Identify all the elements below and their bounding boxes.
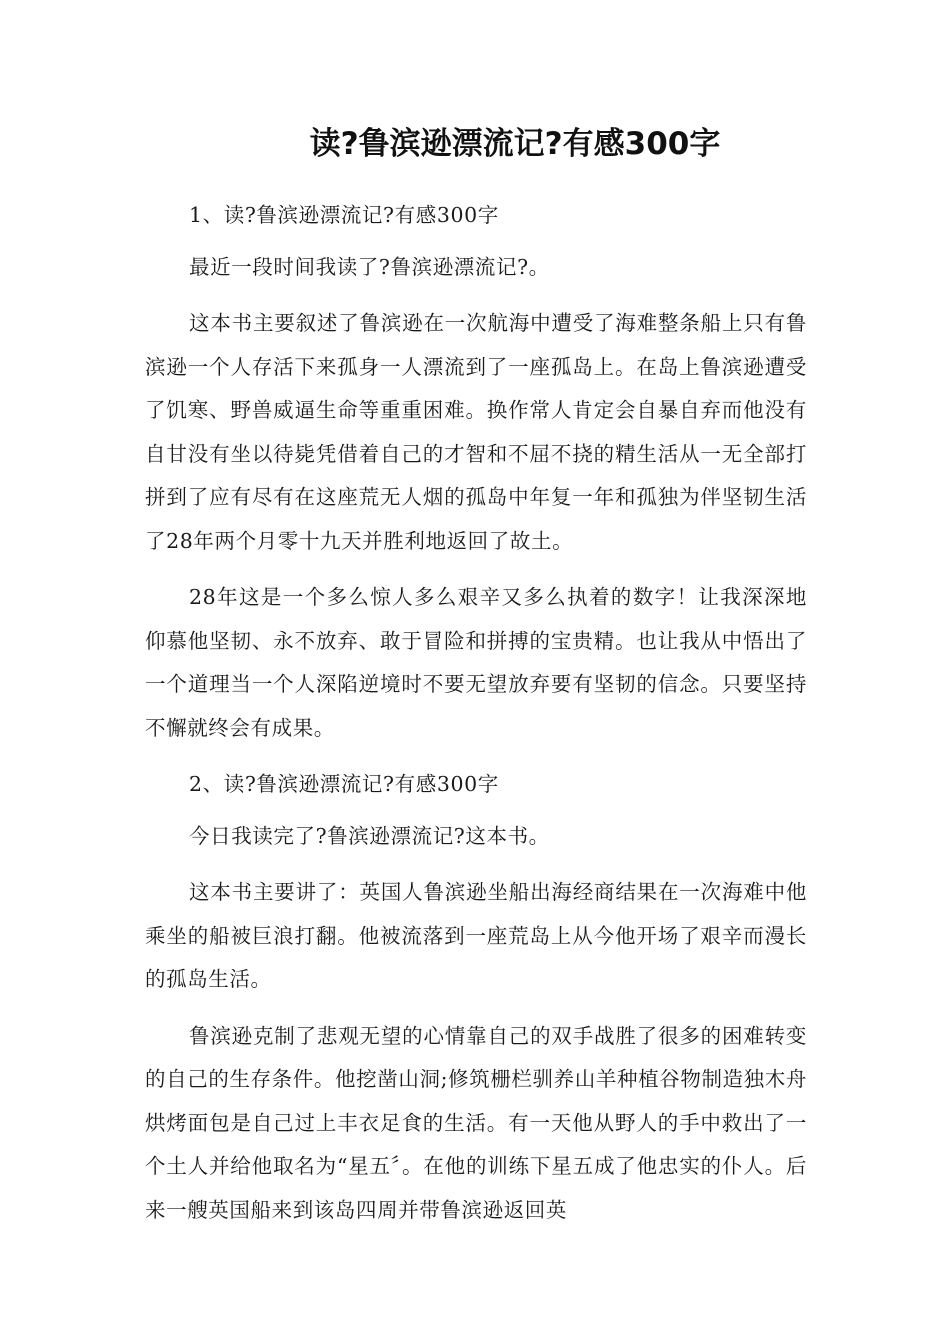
paragraph: 28年这是一个多么惊人多么艰辛又多么执着的数字！让我深深地仰慕他坚韧、永不放弃、敢于冒险和拼搏的宝贵精。也让我从中悟出了一个道理当一个人深陷逆境时不要无望放弃要有坚韧的信念。只要坚持不懈就终会有成果。 [145, 585, 807, 740]
section-heading-1: 1、读?鲁滨逊漂流记?有感300字 [189, 203, 499, 227]
document-title: 读?鲁滨逊漂流记?有感300字 [309, 126, 721, 162]
paragraph: 这本书主要叙述了鲁滨逊在一次航海中遭受了海难整条船上只有鲁滨逊一个人存活下来孤身一人漂流到了一座孤岛上。在岛上鲁滨逊遭受了饥寒、野兽威逼生命等重重困难。换作常人肯定会自暴自弃而他没有自甘没有坐以待毙凭借着自己的才智和不屈不挠的精生活从一无全部打拼到了应有尽有在这座荒无人烟的孤岛中年复一年和孤独为伴坚韧生活了28年两个月零十九天并胜利地返回了故土。 [145, 311, 807, 553]
paragraph: 鲁滨逊克制了悲观无望的心情靠自己的双手战胜了很多的困难转变的自己的生存条件。他挖凿山洞;修筑栅栏驯养山羊种植谷物制造独木舟烘烤面包是自己过上丰衣足食的生活。有一天他从野人的手中救出了一个土人并给他取名为“星五〞。在他的训练下星五成了他忠实的仆人。后来一艘英国船来到该岛四周并带鲁滨逊返回英 [145, 1023, 807, 1222]
document-body [145, 194, 807, 1245]
section-heading-2: 2、读?鲁滨逊漂流记?有感300字 [189, 772, 499, 796]
paragraph: 这本书主要讲了：英国人鲁滨逊坐船出海经商结果在一次海难中他乘坐的船被巨浪打翻。他被流落到一座荒岛上从今他开场了艰辛而漫长的孤岛生活。 [145, 880, 807, 991]
paragraph: 今日我读完了?鲁滨逊漂流记?这本书。 [189, 823, 550, 848]
paragraph: 最近一段时间我读了?鲁滨逊漂流记?。 [189, 254, 550, 279]
